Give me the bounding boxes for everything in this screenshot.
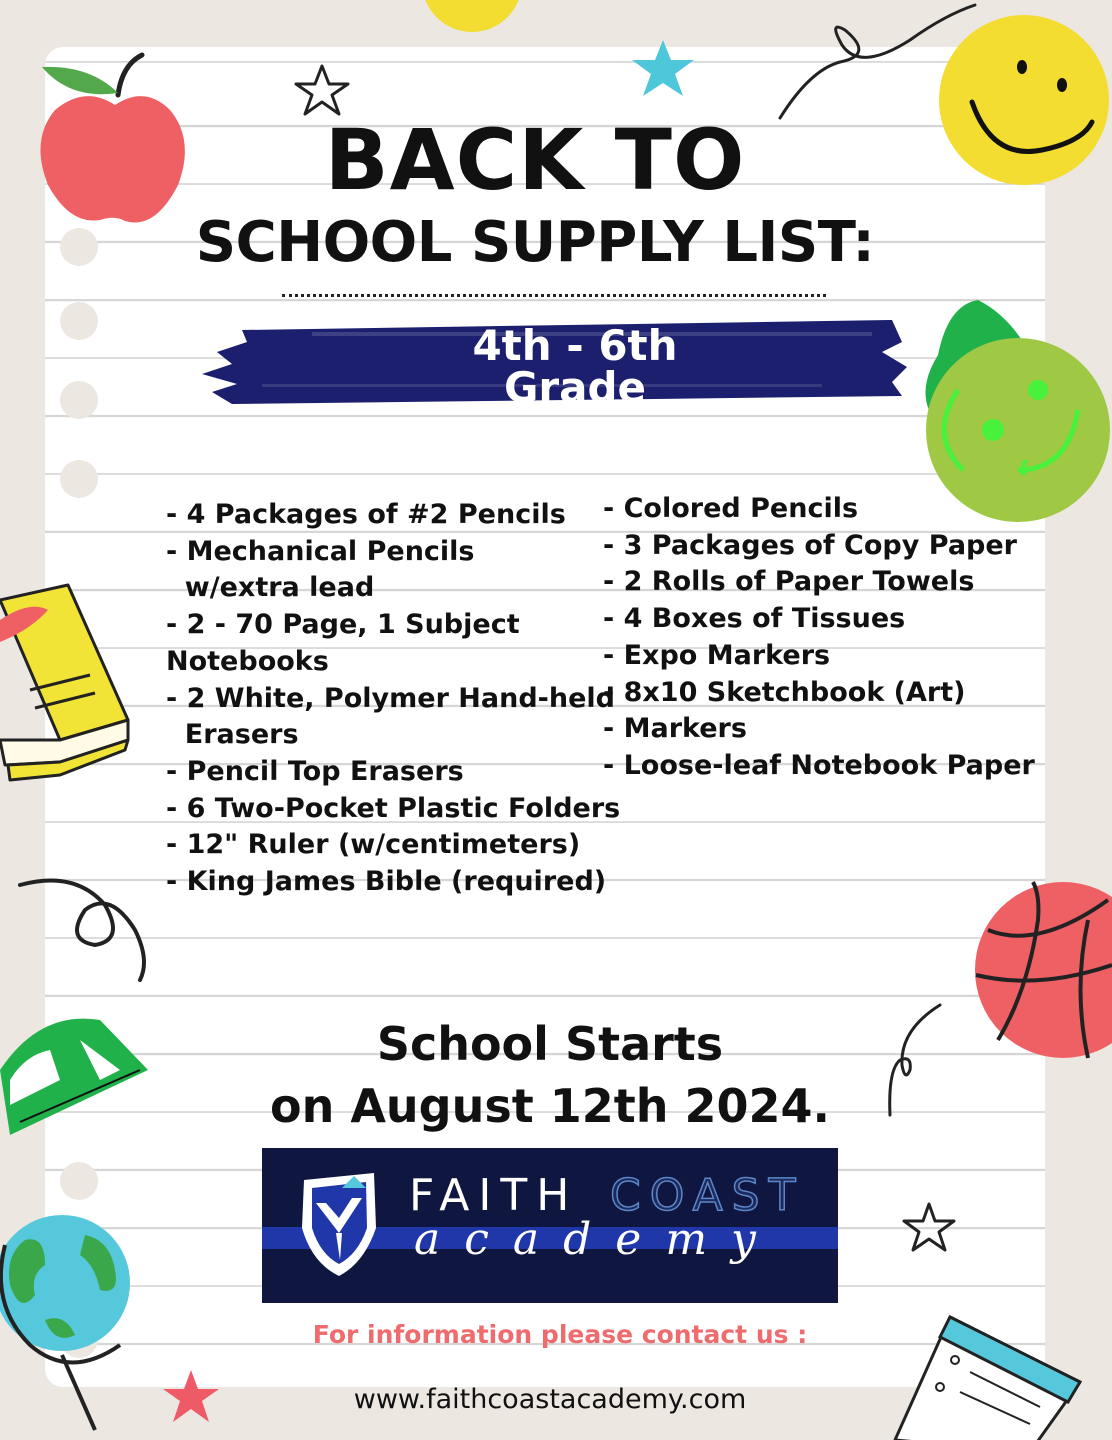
logo-word-faith: FAITH [409,1170,579,1221]
supply-item: w/extra lead [166,572,375,604]
supply-item: - 3 Packages of Copy Paper [603,529,1017,561]
supply-item: - Colored Pencils [603,493,859,524]
logo-word-coast: COAST [610,1170,805,1221]
supply-item: - Pencil Top Erasers [166,755,464,787]
globe-icon [0,1195,150,1440]
supply-item: - King James Bible (required) [166,866,607,898]
supply-item: Notebooks [166,645,329,677]
pink-star-icon [160,1368,222,1426]
website-link[interactable]: www.faithcoastacademy.com [353,1384,747,1415]
contact-text: For information please contact us : [312,1320,808,1349]
yellow-circle-icon [420,0,530,40]
supply-item: - Mechanical Pencils [166,535,475,567]
smiley-icon [932,10,1112,185]
squiggle-icon [880,1000,950,1120]
supply-item: - 4 Boxes of Tissues [603,603,906,635]
start-line-2: on August 12th 2024. [269,1079,831,1133]
title-line-2: SCHOOL SUPPLY LIST: [195,210,875,275]
supply-list-left [166,497,620,901]
supply-item: Erasers [166,719,299,751]
swirl-icon [15,870,155,985]
apple-icon [30,45,200,230]
supply-item: - 2 - 70 Page, 1 Subject [166,609,520,641]
supply-item: - 6 Two-Pocket Plastic Folders [166,792,621,824]
protractor-icon [0,1010,155,1140]
supply-item: - 2 Rolls of Paper Towels [603,566,975,598]
academy-logo [262,1148,838,1303]
binder-hole [60,228,98,266]
title-line-1: BACK TO [324,111,746,209]
star-outline-icon [900,1200,958,1256]
supply-item: - 12" Ruler (w/centimeters) [166,829,581,861]
binder-hole [60,460,98,498]
binder-hole [60,381,98,419]
supply-item: - 2 White, Polymer Hand-held [166,682,615,714]
school-start-announcement [250,1013,850,1137]
supply-item: - 8x10 Sketchbook (Art) [603,676,966,708]
notepad-icon [890,1312,1090,1440]
start-line-1: School Starts [376,1017,724,1071]
supply-item: - Loose-leaf Notebook Paper [603,749,1035,781]
grade-label: 4th - 6th Grade [472,321,678,412]
star-outline-icon [292,62,352,118]
blue-star-icon [628,38,698,100]
dotted-divider [282,294,826,297]
supply-item: - 4 Packages of #2 Pencils [166,499,566,530]
supply-list-right [603,491,1035,785]
supply-item: - Markers [603,713,747,745]
supply-item: - Expo Markers [603,639,831,671]
book-icon [0,580,130,795]
binder-hole [60,302,98,340]
logo-word-academy: academy [414,1214,780,1265]
basketball-icon [968,880,1112,1062]
shield-icon [294,1168,384,1278]
